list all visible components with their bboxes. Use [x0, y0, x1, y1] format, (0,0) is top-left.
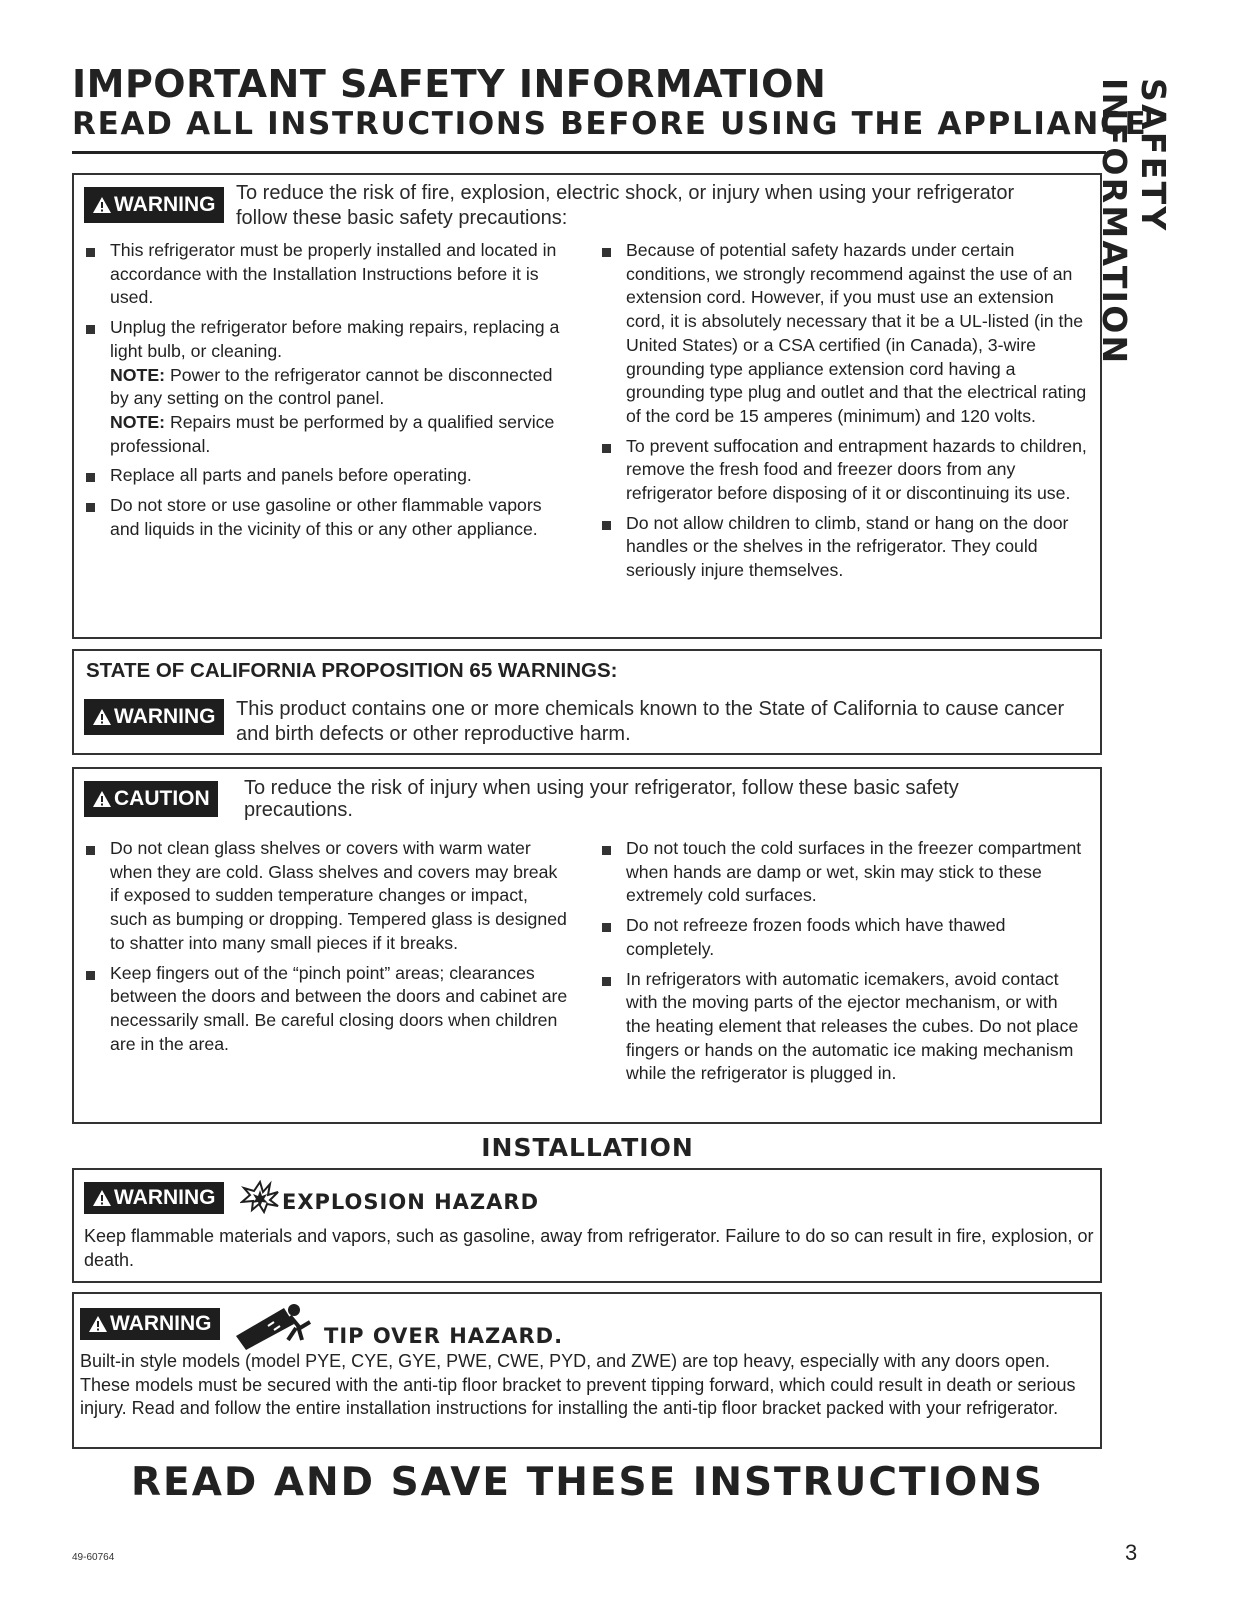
prop65-box: [72, 649, 1102, 755]
list-item: In refrigerators with automatic icemakers, avoid contact with the moving parts of the ejector mechanism, or with the heating element that releases the cubes. Do not place fingers or hands on the automatic ice making mechanism while the refrigerator is plugged in.: [602, 968, 1082, 1087]
page-number: 3: [1125, 1540, 1138, 1565]
page-subtitle: READ ALL INSTRUCTIONS BEFORE USING THE APPLIANCE: [72, 106, 1148, 142]
warning-box: [72, 173, 1102, 639]
header-divider: [72, 151, 1106, 154]
warning-badge: [84, 187, 224, 223]
tip-over-hazard-text: Built-in style models (model PYE, CYE, GYE, PWE, CWE, PYD, and ZWE) are top heavy, especially with any doors open. These models must be secured with the anti-tip floor bracket to prevent tipping forward, which could result in death or serious injury. Read and follow the entire installation instructions for installing the anti-tip floor bracket packed with your refrigerator.: [80, 1351, 1076, 1419]
list-item: Do not clean glass shelves or covers with warm water when they are cold. Glass shelves and covers may break if exposed to sudden temperature changes or impact, such as bumping or dropping. Tempered glass is designed to shatter into many small pieces if it breaks.: [86, 837, 570, 956]
caution-box: [72, 767, 1102, 1124]
alert-triangle-icon: [92, 708, 112, 726]
warning-badge: [84, 1182, 224, 1214]
list-item: Unplug the refrigerator before making repairs, replacing a light bulb, or cleaning. NOTE: Power to the refrigerator cannot be disconnected by any setting on the control panel. NOTE: Repairs must be performed by a qualified service professional.: [86, 316, 566, 458]
bullet-icon: [602, 248, 611, 257]
prop65-text: This product contains one or more chemicals known to the State of California to cause cancer and birth defects or other reproductive harm.: [236, 698, 1065, 745]
warning-badge-label: WARNING: [114, 1186, 216, 1209]
bullet-icon: [602, 521, 611, 530]
explosion-hazard-text: Keep flammable materials and vapors, such as gasoline, away from refrigerator. Failure to do so can result in fire, explosion, or death.: [84, 1226, 1094, 1270]
alert-triangle-icon: [92, 196, 112, 214]
page-title: IMPORTANT SAFETY INFORMATION: [72, 62, 827, 106]
bullet-icon: [86, 248, 95, 257]
list-item: Do not store or use gasoline or other flammable vapors and liquids in the vicinity of this or any other appliance.: [86, 494, 566, 541]
footer-title: READ AND SAVE THESE INSTRUCTIONS: [131, 1460, 1044, 1505]
bullet-icon: [86, 503, 95, 512]
prop65-title: STATE OF CALIFORNIA PROPOSITION 65 WARNINGS:: [86, 659, 618, 682]
bullet-icon: [602, 977, 611, 986]
warning-badge: [84, 699, 224, 735]
explosion-icon: [240, 1180, 280, 1214]
alert-triangle-icon: [92, 1189, 112, 1207]
alert-triangle-icon: [88, 1315, 108, 1333]
list-item: To prevent suffocation and entrapment hazards to children, remove the fresh food and freezer doors from any refrigerator before disposing of it or discontinuing its use.: [602, 435, 1092, 506]
list-item: Keep fingers out of the “pinch point” areas; clearances between the doors and between the doors and cabinet are necessarily small. Be careful closing doors when children are in the area.: [86, 962, 570, 1057]
caution-intro: To reduce the risk of injury when using your refrigerator, follow these basic safety precautions.: [244, 777, 959, 821]
bullet-icon: [86, 473, 95, 482]
caution-left-column: [86, 837, 570, 1062]
tip-over-hazard-title: TIP OVER HAZARD.: [324, 1324, 564, 1348]
caution-right-column: [602, 837, 1082, 1092]
bullet-icon: [86, 325, 95, 334]
explosion-hazard-box: [72, 1168, 1102, 1283]
bullet-icon: [602, 846, 611, 855]
warning-left-column: [86, 239, 566, 547]
note: NOTE: Power to the refrigerator cannot be disconnected by any setting on the control panel.: [110, 364, 553, 409]
tip-over-hazard-box: [72, 1292, 1102, 1449]
warning-badge-label: WARNING: [110, 1312, 212, 1335]
note: NOTE: Repairs must be performed by a qualified service professional.: [110, 411, 555, 456]
caution-badge-label: CAUTION: [114, 787, 210, 810]
bullet-icon: [602, 444, 611, 453]
warning-badge-label: WARNING: [114, 705, 216, 728]
warning-badge-label: WARNING: [114, 193, 216, 216]
list-item: Because of potential safety hazards under certain conditions, we strongly recommend against the use of an extension cord. However, if you must use an extension cord, it is absolutely necessary that it be a UL-listed (in the United States) or a CSA certified (in Canada), 3-wire grounding type appliance extension cord having a grounding type plug and outlet and that the electrical rating of the cord be 15 amperes (minimum) and 120 volts.: [602, 239, 1092, 429]
bullet-icon: [86, 971, 95, 980]
caution-badge: [84, 781, 218, 817]
list-item: Replace all parts and panels before operating.: [86, 464, 566, 488]
list-item: Do not touch the cold surfaces in the freezer compartment when hands are damp or wet, skin may stick to these extremely cold surfaces.: [602, 837, 1082, 908]
alert-triangle-icon: [92, 790, 112, 808]
list-item: This refrigerator must be properly installed and located in accordance with the Installation Instructions before it is used.: [86, 239, 566, 310]
bullet-icon: [602, 923, 611, 932]
explosion-hazard-title: EXPLOSION HAZARD: [282, 1190, 539, 1214]
warning-badge: [80, 1308, 220, 1340]
bullet-icon: [86, 846, 95, 855]
warning-right-column: [602, 239, 1092, 589]
installation-heading: INSTALLATION: [481, 1133, 694, 1162]
list-item: Do not allow children to climb, stand or hang on the door handles or the shelves in the refrigerator. They could seriously injure themselves.: [602, 512, 1092, 583]
list-item: Do not refreeze frozen foods which have thawed completely.: [602, 914, 1082, 961]
side-tab-label: SAFETY INFORMATION: [1095, 78, 1173, 366]
document-number: 49-60764: [72, 1552, 115, 1563]
warning-intro: To reduce the risk of fire, explosion, electric shock, or injury when using your refrigerator follow these basic safety precautions:: [236, 182, 1015, 229]
tip-over-icon: [232, 1300, 320, 1350]
